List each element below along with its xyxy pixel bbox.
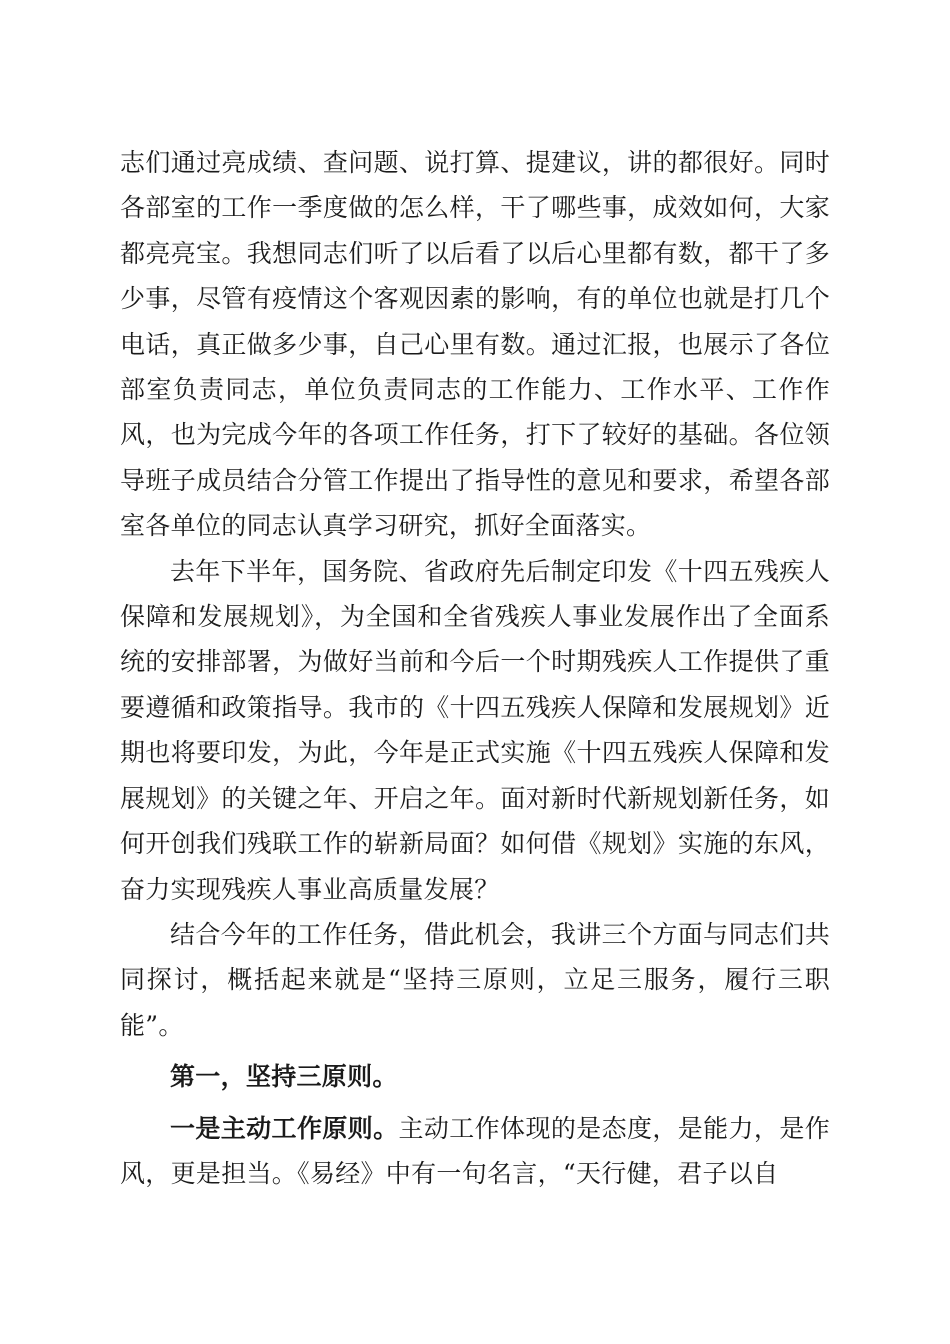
section-heading: 第一，坚持三原则。 — [170, 1062, 398, 1092]
paragraph-2: 去年下半年，国务院、省政府先后制定印发《十四五残疾人保障和发展规划》，为全国和全省残疾人事业发展作出了全面系统的安排部署，为做好当前和今后一个时期残疾人工作提供了重要遵循和政策指导。我市的《十四五残疾人保障和发展规划》近期也将要印发，为此，今年是正式实施《十四五残疾人保障和发展规划》的关键之年、开启之年。面对新时代新规划新任务，如何开创我们残联工作的崭新局面？如何借《规划》实施的东风，奋力实现残疾人事业高质量发展？ — [120, 556, 830, 904]
paragraph-5-text: 主动工作体现的是态度，是能力，是作风，更是担当。《易经》中有一句名言，“天行健，君子以自 — [120, 1113, 831, 1188]
paragraph-5 — [120, 1106, 830, 1197]
paragraph-5-lead: 一是主动工作原则。 — [170, 1113, 399, 1143]
document-body — [120, 140, 830, 1196]
paragraph-3: 结合今年的工作任务，借此机会，我讲三个方面与同志们共同探讨，概括起来就是“坚持三原则，立足三服务，履行三职能”。 — [120, 919, 830, 1040]
paragraph-1: 志们通过亮成绩、查问题、说打算、提建议，讲的都很好。同时各部室的工作一季度做的怎么样，干了哪些事，成效如何，大家都亮亮宝。我想同志们听了以后看了以后心里都有数，都干了多少事，尽管有疫情这个客观因素的影响，有的单位也就是打几个电话，真正做多少事，自己心里有数。通过汇报，也展示了各位部室负责同志，单位负责同志的工作能力、工作水平、工作作风，也为完成今年的各项工作任务，打下了较好的基础。各位领导班子成员结合分管工作提出了指导性的意见和要求，希望各部室各单位的同志认真学习研究，抓好全面落实。 — [120, 148, 830, 541]
